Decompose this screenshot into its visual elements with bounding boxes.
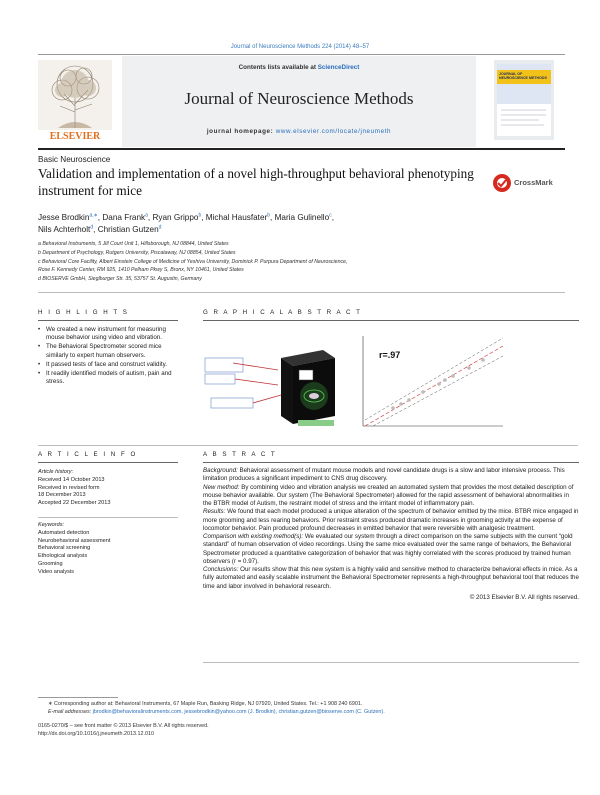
author[interactable]: Christian Gutzen$^d$ — [97, 224, 162, 234]
abstract-paragraph: Comparison with existing method(s): We evaluated our system through a direct comparison on the same subjects with the current “gold standard” of human observation of video recordings. Using the same mice evaluated over the same range of behaviors, the Behavioral Spectrometer produced a quantitative categorization of behavior that was highly correlated with the scores produced by trained human observers (r = 0.97). — [203, 533, 573, 565]
homepage-link[interactable]: www.elsevier.com/locate/jneumeth — [275, 128, 392, 135]
graphical-abstract-heading: G R A P H I C A L A B S T R A C T — [203, 309, 362, 316]
crossmark-icon — [492, 173, 512, 193]
highlights-heading: H I G H L I G H T S — [38, 309, 129, 316]
list-item: • It readily identified models of autism, pain and stress. — [38, 370, 178, 386]
graphical-abstract-rule — [203, 320, 579, 321]
keywords-label: Keywords: — [38, 522, 65, 528]
email-line — [38, 709, 588, 717]
graphical-abstract-illustration — [203, 330, 579, 440]
divider — [38, 292, 565, 293]
history-item: Accepted 22 December 2013 — [38, 500, 111, 507]
author[interactable]: Jesse Brodkin$^{a,∗}$ — [38, 212, 98, 222]
footnote-rule — [38, 697, 118, 698]
divider — [38, 445, 578, 446]
list-item: • The Behavioral Spectrometer scored mice similarly to expert human observers. — [38, 343, 178, 359]
article-history — [38, 469, 178, 508]
author-list: Jesse Brodkin$^{a,∗}$, Dana Frank$^a$, Ryan Grippo$^b$, Michal Hausfater$^b$, Maria Gulinello$^c$, Nils Achterholt$^d$, Christian Gutzen$^d$ — [38, 212, 334, 234]
cover-title: JOURNAL OF NEUROSCIENCE METHODS — [499, 72, 547, 81]
journal-title: Journal of Neuroscience Methods — [184, 89, 414, 108]
journal-cover-image — [494, 60, 554, 140]
graphical-abstract-figure — [203, 330, 579, 440]
email-label: E-mail addresses: — [48, 709, 92, 715]
author[interactable]: Nils Achterholt$^d$ — [38, 224, 94, 234]
history-item: Received 14 October 2013 — [38, 476, 105, 483]
keyword: Neurobehavioral assessment — [38, 537, 111, 544]
crossmark-label: CrossMark — [514, 178, 553, 187]
abstract-heading: A B S T R A C T — [203, 451, 277, 458]
contents-prefix: Contents lists available at — [238, 64, 318, 71]
corresponding-author-note: ∗ Corresponding author at: Behavioral Instruments, 67 Maple Run, Basking Ridge, NJ 07920, United States. Tel.: +1 908 240 6901. — [48, 701, 363, 707]
contents-line — [122, 64, 476, 71]
email-links[interactable]: jbrodkin@behavioralinstruments.com, jessebrodkin@yahoo.com (J. Brodkin), christian.gutzen@bioserve.com (C. Gutzen). — [92, 709, 385, 715]
history-item: Received in revised form — [38, 484, 100, 491]
copyright: © 2013 Elsevier B.V. All rights reserved. — [469, 593, 579, 601]
article-title: Validation and implementation of a novel high-throughput behavioral phenotyping instrument for mice — [38, 166, 474, 198]
citation[interactable]: Journal of Neuroscience Methods 224 (2014) 48–57 — [230, 44, 370, 50]
list-item: • We created a new instrument for measuring mouse behavior using video and vibration. — [38, 326, 178, 342]
keyword: Automated detection — [38, 529, 90, 536]
publisher-name: ELSEVIER — [49, 131, 101, 142]
abstract-paragraph: Conclusions: Our results show that this new system is a highly valid and sensitive method to characterize behavioral effects in mice. As a fully automated and easily scalable instrument the Behavioral Spectrometer represents a high-throughput behavioral tool that reduces the time and labor involved in behavioral research. — [203, 566, 579, 590]
elsevier-tree-logo — [38, 60, 112, 140]
abstract-paragraph: Background: Behavioral assessment of mutant mouse models and novel candidate drugs is a slow and labor intensive process. This limitation produces a significant impediment to CNS drug discovery. — [203, 467, 565, 483]
author[interactable]: Maria Gulinello$^c$ — [274, 212, 332, 222]
keyword: Behavioral screening — [38, 545, 91, 552]
author[interactable]: Dana Frank$^a$ — [102, 212, 148, 222]
history-item: 18 December 2013 — [38, 492, 86, 499]
keywords-rule — [38, 517, 178, 518]
abstract-bottom-rule — [203, 662, 579, 663]
article-info-heading: A R T I C L E I N F O — [38, 451, 138, 458]
section-label: Basic Neuroscience — [38, 155, 111, 164]
highlights-list — [38, 326, 178, 387]
journal-homepage-line — [122, 128, 476, 135]
keyword: Video analysis — [38, 568, 74, 575]
correlation-label: r=.97 — [379, 350, 401, 360]
homepage-prefix: journal homepage: — [206, 128, 276, 135]
crossmark-badge[interactable] — [492, 172, 562, 194]
affiliation-d: d BIOSERVE GmbH, Sieglburger Str. 35, 53757 St. Augustin, Germany — [38, 276, 202, 282]
article-history-label: Article history: — [38, 469, 74, 475]
article-info-rule — [38, 462, 178, 463]
author[interactable]: Michal Hausfater$^b$ — [205, 212, 271, 222]
abstract-paragraph: New method: By combining video and vibration analysis we created an automated system that provides the most detailed description of mouse behavior available. Our system (The Behavioral Spectrometer) allowed for the rapid assessment of behavioral abnormalities in the BTBR model of Autism, the restraint model of stress and the irritant model of inflammatory pain. — [203, 483, 574, 507]
affiliation-b: b Department of Psychology, Rutgers University, Piscataway, NJ 08854, United States — [38, 250, 236, 256]
abstract-paragraph: Results: We found that each model produced a unique alteration of the spectrum of behavior emitted by the mice. BTBR mice engaged in more grooming and less rearing behaviors. Prior restraint stress produced dramatic increases in grooming activity at the expense of locomotor behavior. Pain produced profound decreases in emitted behavior that were reversible with analgesic treatment. — [203, 508, 579, 532]
keyword: Ethological analysis — [38, 553, 88, 560]
abstract-rule — [203, 462, 579, 463]
highlights-rule — [38, 320, 178, 321]
author[interactable]: Ryan Grippo$^b$ — [152, 212, 202, 222]
list-item: • It passed tests of face and construct validity. — [38, 361, 178, 369]
header-top-rule — [38, 54, 565, 55]
affiliation-c: c Behavioral Core Facility, Albert Einstein College of Medicine of Yeshiva University, Dominick P. Purpura Department of Neuroscience, — [38, 259, 348, 265]
doi-link[interactable]: http://dx.doi.org/10.1016/j.jneumeth.2013.12.010 — [38, 731, 154, 737]
affiliation-a: a Behavioral Instruments, 5 Jill Court Unit 1, Hillsborough, NJ 08844, United States — [38, 241, 229, 247]
affiliation-c-cont: Rose F. Kennedy Center, RM 925, 1410 Pelham Pkwy S, Bronx, NY 10461, United States — [38, 267, 244, 273]
sciencedirect-link[interactable]: ScienceDirect — [317, 64, 360, 71]
header-bottom-rule — [38, 148, 565, 150]
abstract-body — [203, 467, 579, 602]
issn-line: 0165-0270/$ – see front matter © 2013 Elsevier B.V. All rights reserved. — [38, 723, 209, 729]
keywords-block — [38, 522, 178, 577]
keyword: Grooming — [38, 561, 63, 568]
